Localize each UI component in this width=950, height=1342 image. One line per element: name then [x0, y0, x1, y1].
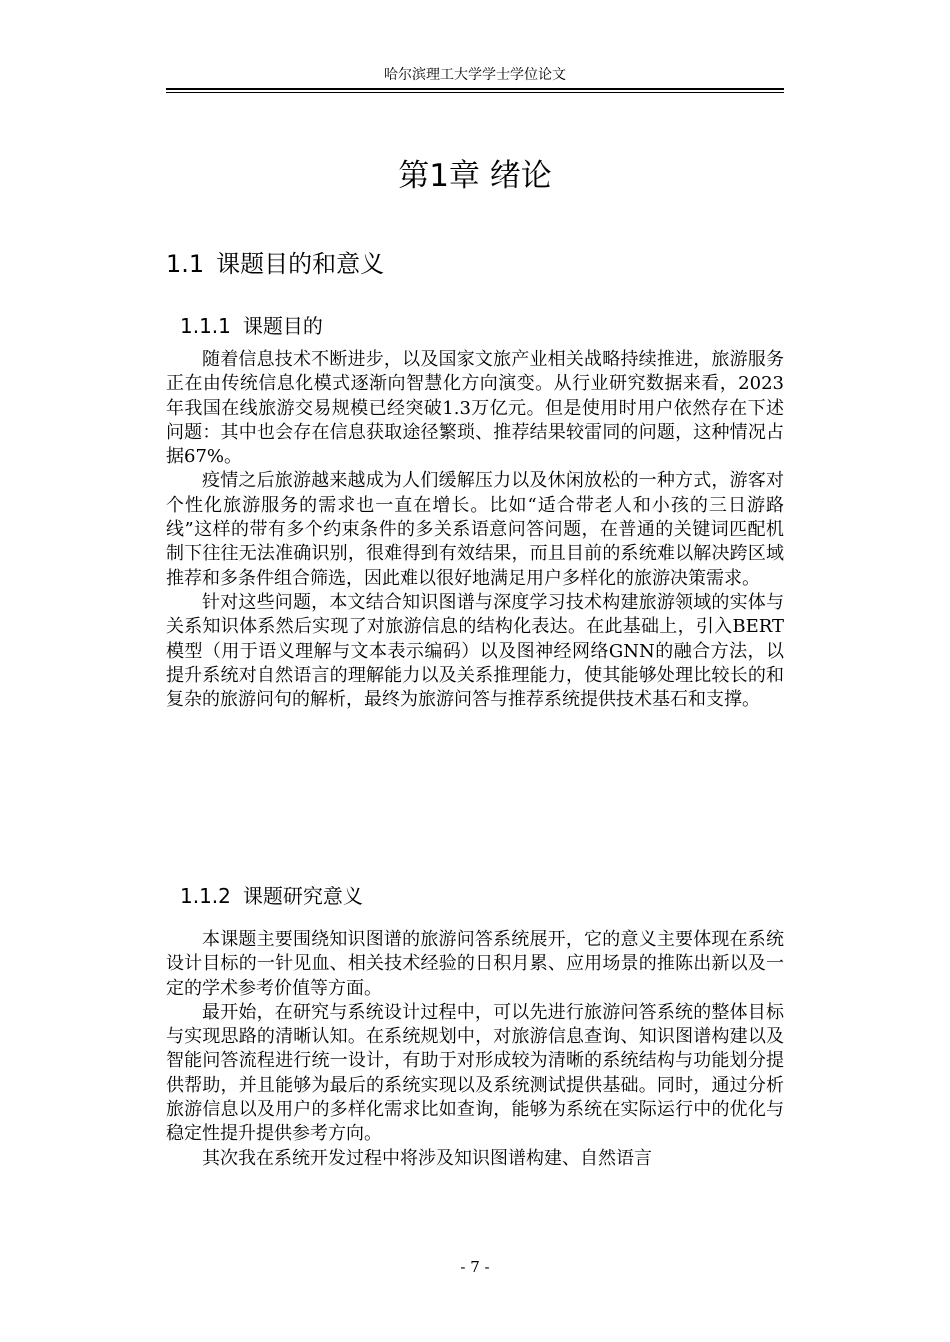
subsection-title: 课题目的 [242, 314, 323, 338]
subsection-number: 1.1.2 [180, 884, 231, 908]
chapter-title: 第1章 绪论 [398, 158, 552, 194]
subsection-title: 课题研究意义 [242, 884, 363, 908]
header-rule-thick [166, 88, 784, 90]
section-number: 1.1 [166, 250, 205, 278]
subsection-body-1-1-2 [166, 928, 784, 1171]
paragraph: 针对这些问题，本文结合知识图谱与深度学习技术构建旅游领域的实体与关系知识体系然后实现了对旅游信息的结构化表达。在此基础上，引入BERT模型（用于语义理解与文本表示编码）以及图神经网络GNN的融合方法，以提升系统对自然语言的理解能力以及关系推理能力，使其能够处理比较长的和复杂的旅游问句的解析，最终为旅游问答与推荐系统提供技术基石和支撑。 [166, 591, 784, 711]
paragraph: 最开始，在研究与系统设计过程中，可以先进行旅游问答系统的整体目标与实现思路的清晰认知。在系统规划中，对旅游信息查询、知识图谱构建以及智能问答流程进行统一设计，有助于对形成较为清晰的系统结构与功能划分提供帮助，并且能够为最后的系统实现以及系统测试提供基础。同时，通过分析旅游信息以及用户的多样化需求比如查询，能够为系统在实际运行中的优化与稳定性提升提供参考方向。 [166, 1001, 784, 1145]
header-rule-thin [166, 92, 784, 93]
section-title: 课题目的和意义 [216, 250, 385, 278]
page-number: - 7 - [460, 1258, 490, 1276]
paragraph: 其次我在系统开发过程中将涉及知识图谱构建、自然语言 [202, 1147, 652, 1169]
subsection-body-1-1-1 [166, 348, 784, 712]
subsection-heading-1-1-2 [180, 880, 363, 912]
paragraph: 随着信息技术不断进步，以及国家文旅产业相关战略持续推进，旅游服务正在由传统信息化模式逐渐向智慧化方向演变。从行业研究数据来看，2023年我国在线旅游交易规模已经突破1.3万亿元。但是使用时用户依然存在下述问题：其中也会存在信息获取途径繁琐、推荐结果较雷同的问题，这种情况占据67%。 [166, 349, 784, 468]
subsection-number: 1.1.1 [180, 314, 231, 338]
paragraph: 疫情之后旅游越来越成为人们缓解压力以及休闲放松的一种方式，游客对个性化旅游服务的需求也一直在增长。比如“适合带老人和小孩的三日游路线”这样的带有多个约束条件的多关系语意问答问题，在普通的关键词匹配机制下往往无法准确识别，很难得到有效结果，而且目前的系统难以解决跨区域推荐和多条件组合筛选，因此难以很好地满足用户多样化的旅游决策需求。 [166, 470, 784, 589]
paragraph: 本课题主要围绕知识图谱的旅游问答系统展开，它的意义主要体现在系统设计目标的一针见血、相关技术经验的日积月累、应用场景的推陈出新以及一定的学术参考价值等方面。 [166, 929, 784, 999]
subsection-heading-1-1-1 [180, 310, 323, 342]
section-heading-1-1 [166, 246, 384, 282]
running-header: 哈尔滨理工大学学士学位论文 [384, 67, 566, 83]
